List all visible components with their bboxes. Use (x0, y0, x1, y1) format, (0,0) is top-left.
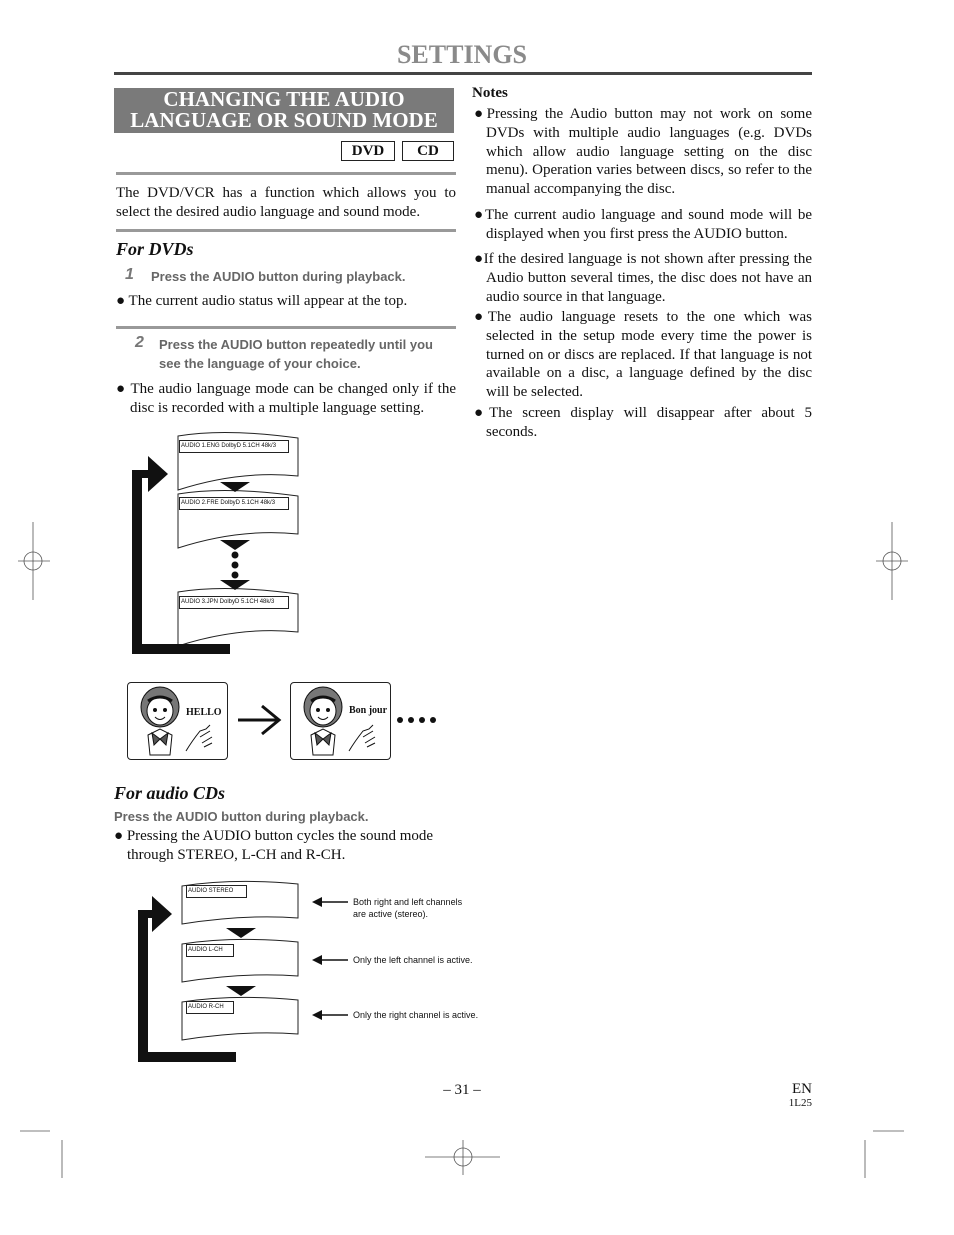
step1-bullet (116, 292, 456, 311)
step2-bullet (116, 380, 456, 418)
step1-bullet-text: The current audio status will appear at the top. (128, 293, 408, 309)
step2-text-line2: see the language of your choice. (159, 356, 361, 371)
dvd-cycle-diagram (120, 430, 310, 660)
dot-3 (232, 572, 239, 579)
cd-screen-stereo: AUDIO STEREO (186, 885, 247, 898)
caption-rch: Only the right channel is active. (353, 1010, 479, 1020)
section-rule (116, 172, 456, 175)
speech-hello: HELLO (186, 707, 222, 718)
dot-2 (232, 562, 239, 569)
cycle-loop-arrow (132, 456, 230, 654)
cd-tag: CD (402, 141, 454, 161)
note-text-3: If the desired language is not shown after pressing the Audio button several times, the disc does not have an audio source in that language. (483, 251, 812, 305)
cds-heading: For audio CDs (114, 783, 226, 803)
bullet-icon: ● (116, 381, 127, 397)
note-item-3 (474, 250, 812, 306)
right-arrow-icon (236, 702, 284, 738)
model-code: 1L25 (788, 1097, 812, 1109)
note-text-2: The current audio language and sound mode will be displayed when you first press the AUDIO button. (485, 207, 813, 242)
page-number: – 31 – (443, 1082, 481, 1098)
bullet-icon: ● (114, 828, 124, 844)
illustration-box-2 (290, 682, 391, 760)
note-item-5 (474, 404, 812, 442)
section-title-line2: LANGUAGE OR SOUND MODE (130, 108, 438, 132)
bullet-icon: ● (474, 405, 490, 421)
illustration-box-1 (127, 682, 228, 760)
section-title-line1: CHANGING THE AUDIO (163, 87, 405, 111)
girl-icon (134, 685, 224, 757)
ellipsis-dots (396, 715, 442, 725)
dvds-heading: For DVDs (116, 239, 194, 259)
notes-heading: Notes (472, 85, 508, 101)
note-item-2 (474, 206, 812, 244)
dvd-screen-2: AUDIO 2.FRE DolbyD 5.1CH 48k/3 (179, 497, 289, 510)
caption-stereo-line1: Both right and left channels (353, 897, 463, 907)
dot-1 (232, 552, 239, 559)
bullet-icon: ● (474, 207, 485, 223)
cd-cycle-loop-arrow (138, 896, 236, 1062)
dvd-tag: DVD (341, 141, 395, 161)
step-rule (116, 326, 456, 329)
step1-number: 1 (125, 266, 134, 283)
speech-bonjour: Bon jour (349, 705, 388, 716)
note-text-4: The audio language resets to the one which was selected in the setup mode every time the power is turned on or discs are replaced. If that language is not available on a disc, a language defined by the disc will be selected. (486, 309, 813, 401)
dvd-screen-1: AUDIO 1.ENG DolbyD 5.1CH 48k/3 (179, 440, 289, 453)
step2-bullet-text: The audio language mode can be changed only if the disc is recorded with a multiple language setting. (130, 381, 456, 416)
intro-rule (116, 229, 456, 232)
girl-icon (297, 685, 387, 757)
page-title: SETTINGS (396, 40, 528, 69)
bullet-icon: ● (474, 309, 488, 325)
cds-step-text: Press the AUDIO button during playback. (114, 809, 369, 824)
caption-stereo-line2: are active (stereo). (353, 909, 429, 919)
step2-text-line1: Press the AUDIO button repeatedly until you (159, 337, 433, 352)
bullet-icon: ● (474, 251, 484, 267)
step2-number: 2 (135, 334, 144, 351)
note-text-1: Pressing the Audio button may not work on some DVDs with multiple audio languages (e.g. DVDs which allow audio language setting on the disc menu). Operation varies between discs, so refer to the manual accompanying the disc. (486, 106, 813, 198)
cd-screen-lch: AUDIO L-CH (186, 944, 234, 957)
dvd-screen-3: AUDIO 3.JPN DolbyD 5.1CH 48k/3 (179, 596, 289, 609)
title-rule (114, 72, 812, 75)
cds-bullet-text: Pressing the AUDIO button cycles the sound mode through STEREO, L-CH and R-CH. (126, 828, 434, 863)
intro-text: The DVD/VCR has a function which allows you to select the desired audio language and sound mode. (116, 185, 456, 220)
cd-down-arrow-1 (226, 928, 256, 938)
bullet-icon: ● (474, 106, 487, 122)
bullet-icon: ● (116, 293, 126, 309)
step1-text: Press the AUDIO button during playback. (151, 269, 406, 284)
cds-bullet (114, 827, 454, 865)
down-arrow-2 (220, 540, 250, 550)
cd-screen-rch: AUDIO R-CH (186, 1001, 234, 1014)
note-item-1 (474, 105, 812, 199)
caption-stereo (353, 896, 462, 920)
section-title (114, 88, 454, 133)
caption-lch: Only the left channel is active. (353, 955, 473, 965)
note-item-4 (474, 308, 812, 402)
language-code: EN (792, 1081, 812, 1097)
cd-down-arrow-2 (226, 986, 256, 996)
note-text-5: The screen display will disappear after about 5 seconds. (486, 405, 812, 440)
